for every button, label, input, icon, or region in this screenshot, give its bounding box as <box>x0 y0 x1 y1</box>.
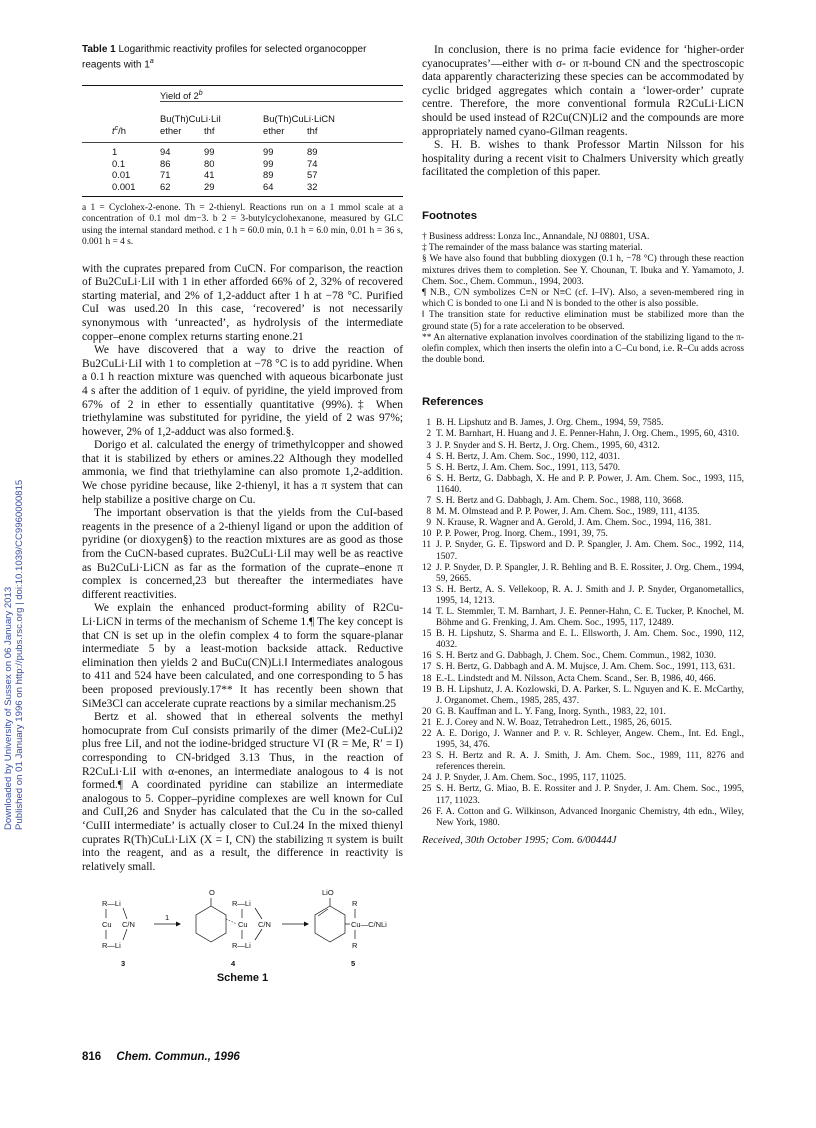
table-row <box>82 169 403 181</box>
s5-r-top: R <box>352 899 358 909</box>
reference-number: 24 <box>422 773 432 784</box>
reference-number: 10 <box>422 529 432 540</box>
reference-item <box>422 429 744 440</box>
reference-number: 11 <box>422 540 432 551</box>
sub-ether-1: ether <box>160 124 182 136</box>
s3-cu: Cu <box>102 920 112 930</box>
value-cell: 89 <box>307 146 318 158</box>
footnote-item: † Business address: Lonza Inc., Annandale, NJ 08801, USA. <box>422 231 650 242</box>
reference-text: J. P. Snyder, G. E. Tipsword and D. P. Spangler, J. Am. Chem. Soc., 1992, 114, 1507. <box>436 540 744 562</box>
reference-item <box>422 651 744 662</box>
s4-o: O <box>209 888 215 898</box>
reference-text: A. E. Dorigo, J. Wanner and P. v. R. Schleyer, Angew. Chem., Int. Ed. Engl., 1995, 34, 476. <box>436 729 744 751</box>
reference-item <box>422 729 744 751</box>
reference-number: 21 <box>422 717 432 728</box>
reference-number: 19 <box>422 684 432 695</box>
reference-number: 12 <box>422 562 432 573</box>
value-cell: 86 <box>160 157 171 169</box>
reference-item <box>422 662 744 673</box>
reference-item <box>422 629 744 651</box>
right-column <box>422 44 744 846</box>
table-caption-text: Logarithmic reactivity profiles for selected organocopper reagents with 1 <box>82 44 367 71</box>
reference-text: P. P. Power, Prog. Inorg. Chem., 1991, 39, 75. <box>436 529 608 540</box>
reference-item <box>422 496 744 507</box>
value-cell: 41 <box>204 169 215 181</box>
sub-thf-1: thf <box>204 124 215 136</box>
reference-text: J. P. Snyder and S. H. Bertz, J. Org. Chem., 1995, 60, 4312. <box>436 440 660 451</box>
s5-lio: LiO <box>322 888 334 898</box>
reference-item <box>422 507 744 518</box>
reference-number: 14 <box>422 606 432 617</box>
reference-text: T. M. Barnhart, H. Huang and J. E. Penner-Hahn, J. Org. Chem., 1995, 60, 4310. <box>436 429 740 440</box>
reference-number: 7 <box>426 496 431 507</box>
reference-item <box>422 540 744 562</box>
reference-text: N. Krause, R. Wagner and A. Gerold, J. Am. Chem. Soc., 1994, 116, 381. <box>436 518 712 529</box>
time-unit: /h <box>118 125 126 137</box>
body-paragraph: The important observation is that the yields from the CuI-based reagents in the presence of a 2-thienyl ligand or upon the addition of pyridine (or dioxygen§) to the reaction mixtures are as good as those from the CuCN-based cuprates. Bu2CuLi·LiI may well be as reactive as Bu2CuLi·LiCN as far as the formation of the cuprate–enone π complex is concerned,23 but thereafter the intermediates have different reactivities. <box>82 507 403 601</box>
footnote-item: ¶ N.B., C/N symbolizes C≡N or N≡C (cf. I–IV). Also, a seven-membered ring in which C is bonded to one Li and N is bonded to the other is also possible. <box>422 287 744 310</box>
received-line: Received, 30th October 1995; Com. 6/00444J <box>422 834 617 846</box>
value-cell: 57 <box>307 169 318 181</box>
table-caption-sup: a <box>149 58 154 65</box>
value-cell: 89 <box>263 169 274 181</box>
time-cell: 0.1 <box>112 157 126 169</box>
left-column <box>82 44 403 986</box>
reference-text: S. H. Bertz and R. A. J. Smith, J. Am. Chem. Soc., 1989, 111, 8276 and references therein. <box>436 751 744 773</box>
value-cell: 32 <box>307 180 318 192</box>
reference-text: E.-L. Lindstedt and M. Nilsson, Acta Chem. Scand., Ser. B, 1986, 40, 466. <box>436 673 716 684</box>
s3-rli-bottom: R—Li <box>102 941 121 951</box>
reference-text: J. P. Snyder, J. Am. Chem. Soc., 1995, 117, 11025. <box>436 773 627 784</box>
reference-item <box>422 563 744 585</box>
yield-header: Yield of 2 <box>160 90 199 102</box>
footnotes-heading: Footnotes <box>422 209 478 222</box>
references-list <box>422 418 744 828</box>
footnote-item: § We have also found that bubbling dioxygen (0.1 h, −78 °C) through these reaction mixtures drives them to completion. See Y. Chounan, T. Ibuka and Y. Yamamoto, J. Chem. Soc., Chem. Commun., 1994, 2003. <box>422 254 744 287</box>
page-number: 816 <box>82 1051 102 1063</box>
reference-item <box>422 441 744 452</box>
reference-item <box>422 707 744 718</box>
body-paragraph: with the cuprates prepared from CuCN. For comparison, the reaction of Bu2CuLi·LiI with 1 in ether afforded 66% of 2, 32% of recovered starting material, and 2% of 1,2-adduct after 1 h at −78 °C. Purified CuI was used.20 In this case, ‘recovered’ is not necessarily synonymous with ‘unreacted’, as hydrolysis of the intermediate copper–enone complex returns starting enone.21 <box>82 262 403 343</box>
reference-item <box>422 418 744 429</box>
journal-name: Chem. Commun., 1996 <box>116 1051 240 1063</box>
references-heading: References <box>422 396 484 409</box>
value-cell: 64 <box>263 180 274 192</box>
time-sup: c <box>114 124 119 132</box>
yield-sup: b <box>198 90 203 98</box>
reference-item <box>422 518 744 529</box>
reference-item <box>422 751 744 773</box>
body-paragraph: Dorigo et al. calculated the energy of trimethylcopper and showed that it is stabilized by ethers or amines.22 Although they modelled ammonia, we find that triethylamine can also promote 1,2-addition. We chose pyridine because, like 2-thienyl, it has a π system that can help stabilize a positive charge on Cu. <box>82 439 403 506</box>
download-watermark <box>3 230 25 830</box>
value-cell: 80 <box>204 157 215 169</box>
table-row <box>82 146 403 158</box>
reference-item <box>422 529 744 540</box>
reference-text: S. H. Bertz, J. Am. Chem. Soc., 1991, 113, 5470. <box>436 462 621 473</box>
value-cell: 99 <box>263 146 274 158</box>
value-cell: 99 <box>263 157 274 169</box>
download-line: Downloaded by University of Sussex on 06 January 2013 <box>3 586 14 830</box>
value-cell: 94 <box>160 146 171 158</box>
reference-number: 8 <box>426 507 431 518</box>
s4-rli-top: R—Li <box>232 899 251 909</box>
reference-number: 3 <box>426 440 431 451</box>
reference-number: 15 <box>422 629 432 640</box>
reference-number: 6 <box>426 473 431 484</box>
value-cell: 74 <box>307 157 318 169</box>
label-3: 3 <box>121 959 126 969</box>
conclusion-paragraph: In conclusion, there is no prima facie evidence for ‘higher-order cyanocuprates’—either with σ- or π-bound CN and the spectroscopic data apparently characterizing these species can be accommodated by cyclic bridged aggregates which contain a ‘lower-order’ cuprate centre. Therefore, the more conventional formula R2CuLi·LiCN should be used instead of R2Cu(CN)Li2 and the compounds are more appropriately named cyano-Gilman reagents. <box>422 44 744 138</box>
reactivity-table <box>82 85 403 197</box>
s4-cu: Cu <box>238 920 248 930</box>
footnote-item: ‡ The remainder of the mass balance was starting material. <box>422 243 643 254</box>
s5-cu-cn: Cu—C/NLi <box>351 920 387 930</box>
reference-number: 18 <box>422 673 432 684</box>
scheme-drawing <box>82 886 403 972</box>
reference-text: B. H. Lipshutz, S. Sharma and E. L. Ellsworth, J. Am. Chem. Soc., 1990, 112, 4032. <box>436 629 744 651</box>
acknowledgement-paragraph: S. H. B. wishes to thank Professor Martin Nilsson for his hospitality during a recent visit to Chalmers University which greatly facilitated the completion of this paper. <box>422 139 744 179</box>
value-cell: 29 <box>204 180 215 192</box>
reference-item <box>422 807 744 829</box>
reference-text: S. H. Bertz, G. Dabbagh, X. He and P. P. Power, J. Am. Chem. Soc., 1993, 115, 11640. <box>436 473 744 495</box>
reference-text: E. J. Corey and N. W. Boaz, Tetrahedron Lett., 1985, 26, 6015. <box>436 717 672 728</box>
group1-header: Bu(Th)CuLi·LiI <box>160 113 221 125</box>
reference-text: S. H. Bertz and G. Dabbagh, J. Am. Chem. Soc., 1988, 110, 3668. <box>436 496 684 507</box>
time-cell: 0.01 <box>112 169 131 181</box>
scheme-caption: Scheme 1 <box>216 972 269 985</box>
footnote-item: ‖ The transition state for reductive elimination must be stabilized more than the ground state (5) for a rate acceleration to be observed. <box>422 310 744 332</box>
reference-text: T. L. Stemmler, T. M. Barnhart, J. E. Penner-Hahn, C. E. Tucker, P. Knochel, M. Böhme and G. Frenking, J. Am. Chem. Soc., 1995, 117, 12489. <box>436 606 744 629</box>
reference-text: S. H. Bertz and G. Dabbagh, J. Chem. Soc., Chem. Commun., 1982, 1030. <box>436 651 716 662</box>
reference-item <box>422 773 744 784</box>
sub-thf-2: thf <box>307 124 318 136</box>
reference-number: 23 <box>422 751 432 762</box>
s4-cn: C/N <box>258 920 271 930</box>
reference-item <box>422 474 744 496</box>
table-footnote: a 1 = Cyclohex-2-enone. Th = 2-thienyl. Reactions run on a 1 mmol scale at a concentration of 0.1 mol dm−3. b 2 = 3-butylcyclohexanone, measured by GLC using the internal standard method. c 1 h = 60.0 min, 0.1 h = 6.0 min, 0.01 h = 36 s, 0.001 h = 4 s. <box>82 202 403 248</box>
reference-text: M. M. Olmstead and P. P. Power, J. Am. Chem. Soc., 1989, 111, 4135. <box>436 507 700 518</box>
reference-item <box>422 674 744 685</box>
time-header <box>82 125 160 137</box>
reference-text: S. H. Bertz, G. Dabbagh and A. M. Mujsce, J. Am. Chem. Soc., 1991, 113, 631. <box>436 662 736 673</box>
value-cell: 99 <box>204 146 215 158</box>
page-footer <box>82 1051 240 1063</box>
reference-text: F. A. Cotton and G. Wilkinson, Advanced Inorganic Chemistry, 4th edn., Wiley, New York, 1980. <box>436 806 744 828</box>
sub-ether-2: ether <box>263 124 285 136</box>
reference-number: 25 <box>422 784 432 795</box>
reference-text: G. B. Kauffman and L. Y. Fang, Inorg. Synth., 1983, 22, 101. <box>436 706 666 717</box>
table-caption-label: Table 1 <box>82 44 116 55</box>
reference-number: 2 <box>426 429 431 440</box>
body-paragraph: We have discovered that a way to drive the reaction of Bu2CuLi·LiI with 1 to completion at −78 °C is to add pyridine. When a 0.1 h reaction mixture was quenched with aqueous bicarbonate just 4 s after the addition of 1 equiv. of pyridine, the yield improved from 67% of 2 in ether to essentially quantitative (99%).‡ When triethylamine was substituted for pyridine, the yield of 2 was 97%; however, 2% of 1,2-adduct was also formed.§. <box>82 344 403 438</box>
reference-number: 16 <box>422 651 432 662</box>
table-row <box>82 158 403 170</box>
reference-number: 26 <box>422 806 432 817</box>
reference-text: S. H. Bertz, A. S. Vellekoop, R. A. J. Smith and J. P. Snyder, Organometallics, 1995, 14, 1213. <box>436 584 744 606</box>
reference-item <box>422 463 744 474</box>
reference-number: 1 <box>426 418 431 429</box>
reference-item <box>422 784 744 806</box>
s4-rli-bottom: R—Li <box>232 941 251 951</box>
reference-item <box>422 607 744 629</box>
s5-r-bottom: R <box>352 941 358 951</box>
reference-text: S. H. Bertz, J. Am. Chem. Soc., 1990, 112, 4031. <box>436 451 621 462</box>
reference-number: 9 <box>426 518 431 529</box>
reference-item <box>422 452 744 463</box>
time-symbol: t <box>112 125 115 137</box>
reference-item <box>422 685 744 707</box>
value-cell: 62 <box>160 180 171 192</box>
time-cell: 0.001 <box>112 180 136 192</box>
reference-item <box>422 585 744 607</box>
reference-text: B. H. Lipshutz and B. James, J. Org. Chem., 1994, 59, 7585. <box>436 418 664 429</box>
reference-number: 22 <box>422 729 432 739</box>
footnote-item: ** An alternative explanation involves coordination of the stabilizing ligand to the π-olefin complex, which then inserts the olefin into a C–Cu bond, i.e. R–Cu adds across the double bond. <box>422 332 744 366</box>
s3-cn: C/N <box>122 920 135 930</box>
body-paragraph: Bertz et al. showed that in ethereal solvents the methyl homocuprate from CuI consists primarily of the dimer (Me2-CuLi)2 plus free LiI, and not the iodine-bridged structure VI (R = Me, R′ = I) corresponding to CN-bridged 3.13 Thus, in the reaction of R2CuLi·LiI with α-enones, an intermediate analogous to 4 is not formed.¶ A coordinated pyridine can stabilize an intermediate analogous to 5. Copper–pyridine complexes are well known for CuI and CuII,26 and Snyder has calculated that the Cu in the so-called ‘CuIII intermediate’ is actually closer to CuI.24 In the mixed thienyl cuprates R(Th)CuLi·LiX (X = I, CN) the stabilizing π system is built into the reagent, and as a result, the difference in reactivity is relatively small. <box>82 711 403 873</box>
reference-item <box>422 718 744 729</box>
label-4: 4 <box>231 959 236 969</box>
time-cell: 1 <box>112 146 118 158</box>
reference-number: 13 <box>422 584 432 595</box>
arrow-label-1: 1 <box>165 913 170 923</box>
reference-number: 17 <box>422 662 432 673</box>
table-caption <box>82 44 403 71</box>
yield-header-cell <box>160 86 403 102</box>
reference-text: J. P. Snyder, D. P. Spangler, J. R. Behling and B. E. Rossiter, J. Org. Chem., 1994, 59, 2665. <box>436 562 744 584</box>
scheme-1 <box>82 886 403 986</box>
reference-number: 5 <box>426 462 431 473</box>
published-line: Published on 01 January 1996 on http://pubs.rsc.org | doi:10.1039/CC9960000815 <box>14 479 25 830</box>
reference-number: 4 <box>426 451 431 462</box>
s3-rli-top: R—Li <box>102 899 121 909</box>
label-5: 5 <box>351 959 356 969</box>
table-row <box>82 181 403 197</box>
reference-text: B. H. Lipshutz, J. A. Kozlowski, D. A. Parker, S. L. Nguyen and K. E. McCarthy, J. Organomet. Chem., 1985, 285, 437. <box>436 684 744 706</box>
footnotes-list <box>422 232 744 366</box>
value-cell: 71 <box>160 169 171 181</box>
reference-number: 20 <box>422 706 432 717</box>
reference-text: S. H. Bertz, G. Miao, B. E. Rossiter and J. P. Snyder, J. Am. Chem. Soc., 1995, 117, 11023. <box>436 784 744 806</box>
group2-header: Bu(Th)CuLi·LiCN <box>263 113 335 125</box>
body-paragraph: We explain the enhanced product-forming ability of R2Cu-Li·LiCN in terms of the mechanism of Scheme 1.¶ The key concept is that CN is set up in the olefin complex 4 to form the square-planar intermediate 5 by a least-motion backside attack. Reductive elimination then yields 2 and BuCu(CN)Li.‖ Intermediates analogous to 411 and 524 have been calculated, and one corresponding to 5 has been proposed previously.17** It has recently been shown that SiMe3Cl can accelerate cuprate reactions by a similar mechanism.25 <box>82 602 403 710</box>
